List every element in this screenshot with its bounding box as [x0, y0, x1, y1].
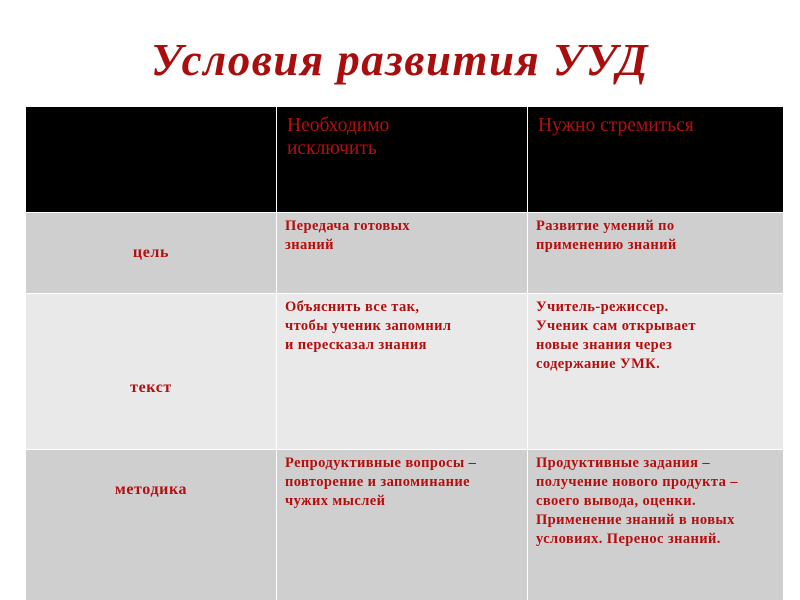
cell-goal-strive: Развитие умений по применению знаний [528, 213, 784, 294]
header-strive [528, 107, 784, 213]
header-strive-text: Нужно стремиться [538, 115, 694, 136]
conditions-table [25, 106, 784, 600]
header-corner-cell [26, 107, 277, 213]
row-label-goal: цель [26, 213, 277, 294]
table-row-method [26, 450, 784, 600]
cell-text-strive: Учитель-режиссер. Ученик сам открывает новые знания через содержание УМК. [528, 294, 784, 450]
cell-method-exclude: Репродуктивные вопросы – повторение и запоминание чужих мыслей [277, 450, 528, 600]
cell-method-strive: Продуктивные задания – получение нового продукта – своего вывода, оценки. Применение знаний в новых условиях. Перенос знаний. [528, 450, 784, 600]
header-exclude-text: Необходимо исключить [287, 115, 390, 159]
row-label-text: текст [26, 294, 277, 450]
header-exclude [277, 107, 528, 213]
row-label-method: методика [26, 450, 277, 600]
cell-text-exclude: Объяснить все так, чтобы ученик запомнил и пересказал знания [277, 294, 528, 450]
slide-title: Условия развития УУД [150, 35, 650, 85]
table-row-goal [26, 213, 784, 294]
table-row-text [26, 294, 784, 450]
table-header-row [26, 107, 784, 213]
cell-goal-exclude: Передача готовых знаний [277, 213, 528, 294]
